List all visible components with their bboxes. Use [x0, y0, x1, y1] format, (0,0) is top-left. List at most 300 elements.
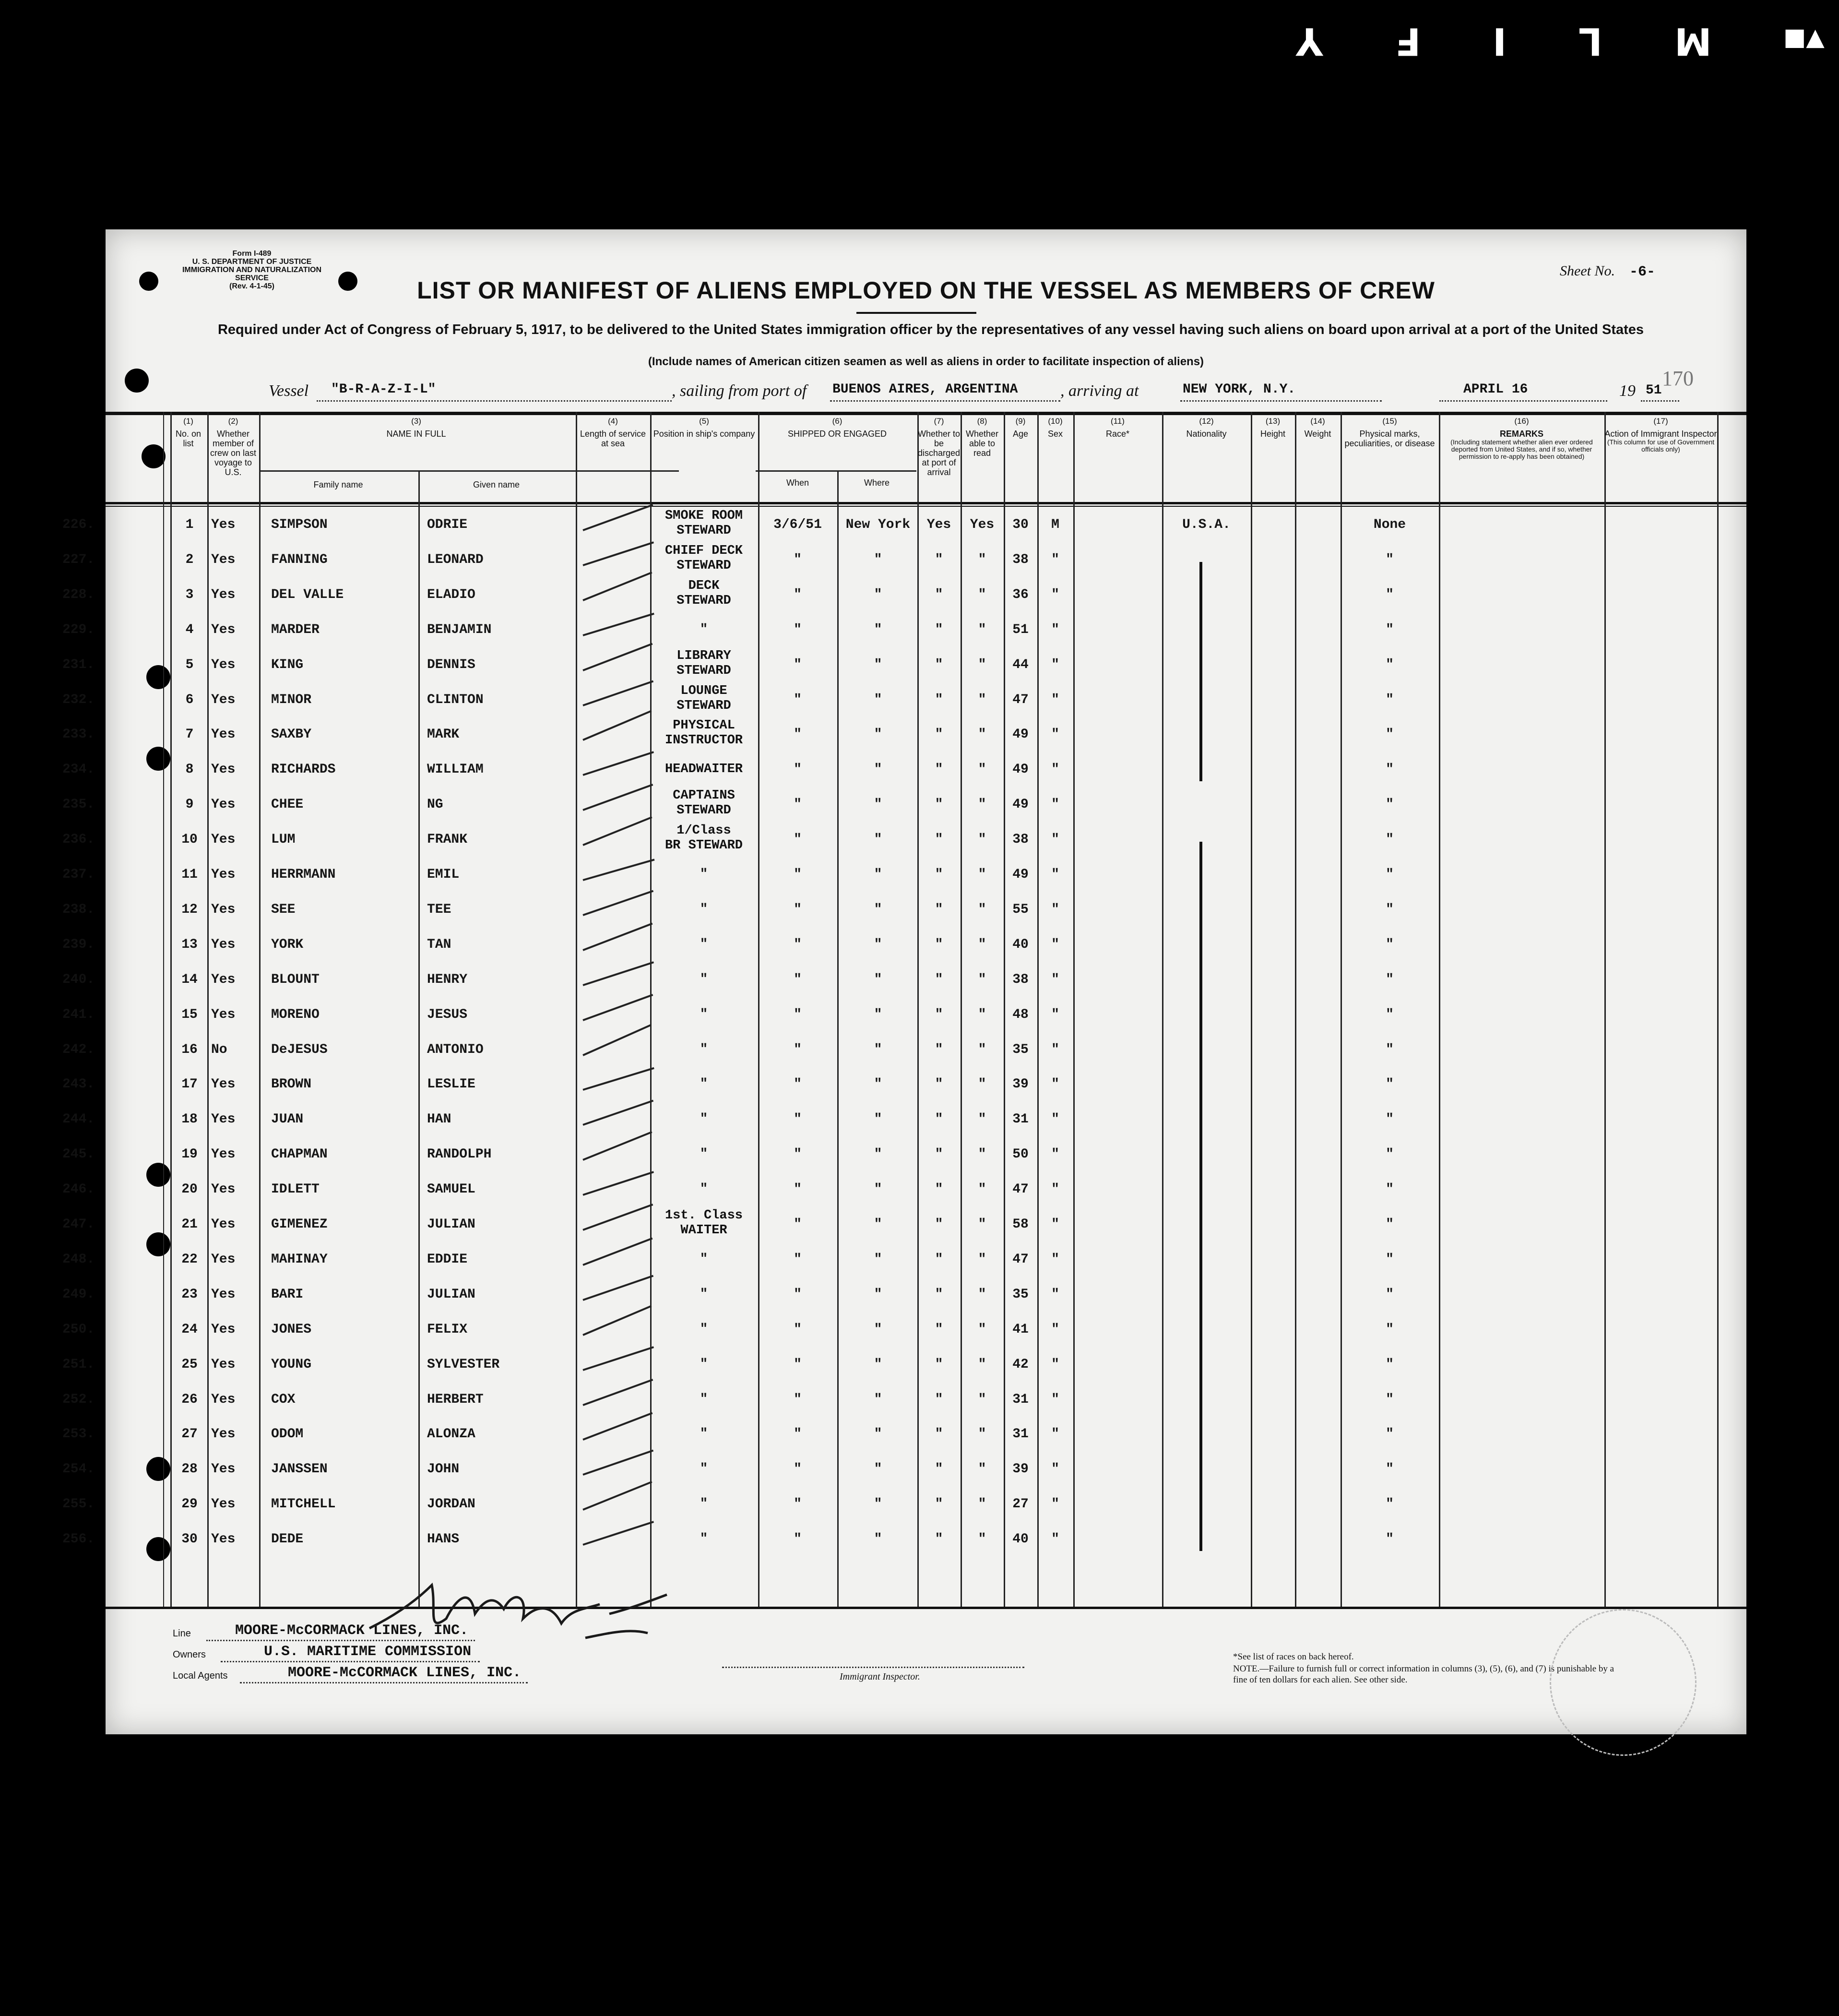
length-of-service-mark [582, 1412, 653, 1441]
col-header-16: (16) REMARKS (Including statement whether alien ever ordered deported from United States, and if so, whether permission to re-apply has been obtained) [1450, 417, 1593, 460]
row-given-name: BENJAMIN [427, 622, 492, 637]
row-margin-number: 241. [62, 1007, 95, 1022]
row-previous-voyage: Yes [211, 1112, 236, 1127]
row-age: 30 [1012, 517, 1029, 532]
row-position: HEADWAITER [664, 762, 743, 777]
row-discharged: " [935, 1322, 943, 1337]
row-shipped-when: " [794, 867, 802, 882]
row-position: " [700, 972, 708, 987]
row-sex: " [1051, 1532, 1059, 1547]
row-shipped-where: " [874, 587, 882, 602]
row-margin-number: 239. [62, 937, 95, 952]
line-value: MOORE-McCORMACK LINES, INC. [235, 1622, 469, 1639]
arrival-port: NEW YORK, N.Y. [1183, 382, 1296, 397]
row-position: " [700, 1532, 708, 1547]
vessel-name: "B-R-A-Z-I-L" [331, 382, 436, 397]
row-previous-voyage: Yes [211, 587, 236, 602]
row-family-name: JUAN [271, 1112, 304, 1127]
row-position: LOUNGE STEWARD [676, 683, 731, 713]
col-header-15: (15) Physical marks, peculiarities, or disease [1344, 417, 1435, 448]
row-position: " [700, 1182, 708, 1197]
row-physical-marks: " [1386, 552, 1394, 567]
length-of-service-mark [582, 541, 654, 566]
row-list-number: 3 [185, 587, 194, 602]
row-discharged: " [935, 1077, 943, 1092]
length-of-service-mark [582, 1305, 652, 1336]
col-header-17: (17) Action of Immigrant Inspector (This column for use of Government officials only) [1604, 417, 1717, 453]
row-given-name: LESLIE [427, 1077, 475, 1092]
row-age: 49 [1012, 727, 1029, 742]
filmstrip-letter: M [1674, 19, 1712, 62]
row-family-name: YOUNG [271, 1357, 312, 1372]
row-margin-number: 237. [62, 867, 95, 882]
col-header-5: (5) Position in ship's company [653, 417, 755, 439]
col-header-12: (12) Nationality [1186, 417, 1227, 439]
row-family-name: MORENO [271, 1007, 320, 1022]
row-shipped-where: " [874, 552, 882, 567]
row-shipped-where: " [874, 1322, 882, 1337]
row-shipped-where: " [874, 1497, 882, 1512]
column-rule [1251, 412, 1252, 1607]
row-shipped-where: " [874, 1532, 882, 1547]
row-family-name: CHAPMAN [271, 1147, 328, 1162]
row-able-to-read: " [978, 1392, 986, 1407]
row-age: 44 [1012, 657, 1029, 672]
row-list-number: 11 [181, 867, 198, 882]
row-discharged: " [935, 972, 943, 987]
row-margin-number: 255. [62, 1497, 95, 1512]
row-discharged: " [935, 657, 943, 672]
row-discharged: " [935, 1252, 943, 1267]
row-list-number: 12 [181, 902, 198, 917]
row-list-number: 16 [181, 1042, 198, 1057]
column-rule [418, 470, 420, 1607]
row-previous-voyage: Yes [211, 622, 236, 637]
row-discharged: " [935, 1427, 943, 1442]
row-given-name: ELADIO [427, 587, 475, 602]
row-shipped-when: " [794, 1077, 802, 1092]
row-previous-voyage: Yes [211, 727, 236, 742]
row-physical-marks: " [1386, 657, 1394, 672]
row-position: PHYSICAL INSTRUCTOR [664, 718, 743, 748]
row-position: 1st. Class WAITER [664, 1208, 743, 1238]
agents-label: Local Agents [173, 1670, 228, 1681]
row-sex: " [1051, 1497, 1059, 1512]
length-of-service-mark [582, 710, 652, 741]
row-sex: " [1051, 1182, 1059, 1197]
row-list-number: 6 [185, 692, 194, 707]
row-family-name: DEL VALLE [271, 587, 344, 602]
row-physical-marks: None [1373, 517, 1406, 532]
sailing-label: , sailing from port of [672, 382, 807, 400]
row-family-name: DeJESUS [271, 1042, 328, 1057]
row-given-name: WILLIAM [427, 762, 484, 777]
row-shipped-where: " [874, 622, 882, 637]
row-able-to-read: Yes [970, 517, 995, 532]
row-discharged: " [935, 552, 943, 567]
column-rule [259, 412, 261, 1607]
row-given-name: RANDOLPH [427, 1147, 492, 1162]
row-shipped-where: " [874, 727, 882, 742]
row-shipped-when: " [794, 552, 802, 567]
row-given-name: EMIL [427, 867, 460, 882]
row-physical-marks: " [1386, 587, 1394, 602]
filmstrip-mark-icon: ▼■ [1783, 27, 1825, 55]
row-given-name: SYLVESTER [427, 1357, 500, 1372]
length-of-service-mark [582, 816, 652, 846]
row-able-to-read: " [978, 1077, 986, 1092]
row-family-name: KING [271, 657, 304, 672]
row-sex: " [1051, 867, 1059, 882]
row-shipped-when: " [794, 1392, 802, 1407]
row-discharged: " [935, 1357, 943, 1372]
row-previous-voyage: No [211, 1042, 227, 1057]
row-discharged: " [935, 1497, 943, 1512]
row-previous-voyage: Yes [211, 762, 236, 777]
length-of-service-mark [582, 1067, 654, 1091]
row-margin-number: 228. [62, 587, 95, 602]
col-header-13: (13) Height [1260, 417, 1286, 439]
row-able-to-read: " [978, 1007, 986, 1022]
row-family-name: YORK [271, 937, 304, 952]
row-family-name: IDLETT [271, 1182, 320, 1197]
row-age: 48 [1012, 1007, 1029, 1022]
row-list-number: 22 [181, 1252, 198, 1267]
row-able-to-read: " [978, 867, 986, 882]
col-header-2: (2) Whether member of crew on last voyage to U.S. [210, 417, 257, 477]
row-list-number: 2 [185, 552, 194, 567]
row-position: " [700, 1147, 708, 1162]
row-physical-marks: " [1386, 1252, 1394, 1267]
row-age: 49 [1012, 762, 1029, 777]
col-header-family: Family name [313, 480, 363, 489]
row-given-name: NG [427, 797, 443, 812]
signature [360, 1556, 744, 1662]
row-age: 31 [1012, 1392, 1029, 1407]
row-sex: " [1051, 622, 1059, 637]
row-position: LIBRARY STEWARD [676, 648, 731, 678]
owners-label: Owners [173, 1649, 206, 1660]
department: U. S. DEPARTMENT OF JUSTICE [192, 258, 312, 266]
row-sex: " [1051, 1462, 1059, 1477]
row-margin-number: 248. [62, 1252, 95, 1267]
col-header-6: (6) SHIPPED OR ENGAGED [787, 417, 887, 439]
service: IMMIGRATION AND NATURALIZATION SERVICE [182, 266, 322, 282]
row-position: " [700, 1007, 708, 1022]
row-margin-number: 247. [62, 1217, 95, 1232]
nationality-ditto-bar [1199, 842, 1202, 1166]
row-shipped-where: " [874, 1077, 882, 1092]
row-shipped-when: " [794, 1322, 802, 1337]
row-sex: " [1051, 587, 1059, 602]
row-discharged: " [935, 1217, 943, 1232]
row-discharged: " [935, 1462, 943, 1477]
row-physical-marks: " [1386, 1112, 1394, 1127]
row-family-name: MAHINAY [271, 1252, 328, 1267]
row-margin-number: 226. [62, 517, 95, 532]
row-able-to-read: " [978, 1217, 986, 1232]
row-position: " [700, 1392, 708, 1407]
stamp [1550, 1609, 1697, 1756]
row-discharged: " [935, 1182, 943, 1197]
col-header-7: (7) Whether to be discharged at port of arrival [917, 417, 961, 477]
row-shipped-where: " [874, 692, 882, 707]
row-margin-number: 238. [62, 902, 95, 917]
row-list-number: 26 [181, 1392, 198, 1407]
owners-value: U.S. MARITIME COMMISSION [264, 1644, 472, 1660]
row-age: 49 [1012, 797, 1029, 812]
row-sex: " [1051, 1007, 1059, 1022]
row-physical-marks: " [1386, 1462, 1394, 1477]
row-previous-voyage: Yes [211, 902, 236, 917]
row-position: " [700, 1322, 708, 1336]
row-shipped-where: " [874, 762, 882, 777]
row-previous-voyage: Yes [211, 1462, 236, 1477]
col-header-3: (3) NAME IN FULL [386, 417, 446, 439]
row-sex: " [1051, 552, 1059, 567]
filmstrip-letter: L [1578, 19, 1602, 62]
row-shipped-when: " [794, 1182, 802, 1197]
row-physical-marks: " [1386, 1007, 1394, 1022]
row-margin-number: 229. [62, 622, 95, 637]
row-shipped-where: " [874, 1217, 882, 1232]
row-able-to-read: " [978, 1322, 986, 1337]
length-of-service-mark [582, 1100, 653, 1126]
row-physical-marks: " [1386, 1147, 1394, 1162]
row-discharged: " [935, 762, 943, 777]
row-shipped-when: " [794, 657, 802, 672]
row-sex: " [1051, 762, 1059, 777]
length-of-service-mark [582, 859, 654, 881]
row-shipped-where: " [874, 1007, 882, 1022]
row-list-number: 28 [181, 1462, 198, 1477]
row-previous-voyage: Yes [211, 867, 236, 882]
row-margin-number: 250. [62, 1322, 95, 1337]
column-rule [1295, 412, 1296, 1607]
row-position: " [700, 937, 708, 952]
row-sex: " [1051, 1322, 1059, 1337]
form-number: Form I-489 [232, 250, 272, 258]
row-position: " [700, 1112, 708, 1127]
row-sex: " [1051, 1252, 1059, 1267]
year-suffix: 51 [1646, 383, 1662, 398]
row-list-number: 9 [185, 797, 194, 812]
row-shipped-where: New York [845, 517, 911, 532]
filmstrip-labels [1296, 14, 1825, 67]
row-shipped-where: " [874, 1112, 882, 1127]
row-family-name: JANSSEN [271, 1462, 328, 1477]
row-previous-voyage: Yes [211, 832, 236, 847]
col-header-1: (1) No. on list [175, 417, 202, 448]
row-age: 47 [1012, 1182, 1029, 1197]
row-age: 35 [1012, 1042, 1029, 1057]
row-given-name: ALONZA [427, 1427, 475, 1442]
row-able-to-read: " [978, 902, 986, 917]
row-shipped-when: " [794, 1112, 802, 1127]
row-list-number: 19 [181, 1147, 198, 1162]
row-family-name: MITCHELL [271, 1497, 336, 1512]
length-of-service-mark [582, 1131, 652, 1161]
row-previous-voyage: Yes [211, 552, 236, 567]
length-of-service-mark [582, 572, 652, 601]
row-family-name: RICHARDS [271, 762, 336, 777]
column-rule [576, 412, 577, 1607]
sheet-value: -6- [1629, 264, 1655, 280]
col-header-10: (10) Sex [1047, 417, 1063, 439]
col-header-14: (14) Weight [1304, 417, 1331, 439]
row-shipped-when: " [794, 1042, 802, 1057]
row-list-number: 25 [181, 1357, 198, 1372]
punch-hole [125, 369, 149, 393]
row-given-name: JESUS [427, 1007, 468, 1022]
row-discharged: Yes [926, 517, 951, 532]
row-able-to-read: " [978, 692, 986, 707]
row-list-number: 24 [181, 1322, 198, 1337]
row-list-number: 4 [185, 622, 194, 637]
row-given-name: LEONARD [427, 552, 484, 567]
row-position: " [700, 867, 708, 882]
row-family-name: MARDER [271, 622, 320, 637]
column-rule [1439, 412, 1440, 1607]
row-given-name: JORDAN [427, 1497, 475, 1512]
row-given-name: SAMUEL [427, 1182, 475, 1197]
column-rule [1162, 412, 1163, 1607]
length-of-service-mark [582, 1379, 653, 1406]
row-shipped-when: " [794, 587, 802, 602]
row-sex: " [1051, 1147, 1059, 1162]
row-position: " [700, 1427, 708, 1442]
row-able-to-read: " [978, 1182, 986, 1197]
row-age: 49 [1012, 867, 1029, 882]
row-physical-marks: " [1386, 1042, 1394, 1057]
row-able-to-read: " [978, 1357, 986, 1372]
length-of-service-mark [582, 504, 653, 531]
row-shipped-where: " [874, 972, 882, 987]
row-able-to-read: " [978, 1532, 986, 1547]
departure-port: BUENOS AIRES, ARGENTINA [832, 382, 1018, 397]
row-margin-number: 227. [62, 552, 95, 567]
row-able-to-read: " [978, 587, 986, 602]
row-family-name: CHEE [271, 797, 304, 812]
row-shipped-when: " [794, 1427, 802, 1442]
row-given-name: FRANK [427, 832, 468, 847]
row-sex: " [1051, 1112, 1059, 1127]
row-able-to-read: " [978, 1497, 986, 1512]
row-discharged: " [935, 692, 943, 707]
row-physical-marks: " [1386, 972, 1394, 987]
length-of-service-mark [582, 784, 653, 811]
row-able-to-read: " [978, 622, 986, 637]
row-shipped-where: " [874, 1392, 882, 1407]
row-position: 1/Class BR STEWARD [664, 823, 743, 853]
length-of-service-mark [582, 994, 653, 1021]
row-sex: " [1051, 972, 1059, 987]
row-position: " [700, 1497, 708, 1512]
row-discharged: " [935, 902, 943, 917]
row-sex: " [1051, 832, 1059, 847]
row-list-number: 17 [181, 1077, 198, 1092]
row-family-name: LUM [271, 832, 296, 847]
row-family-name: BARI [271, 1287, 304, 1302]
row-shipped-where: " [874, 1147, 882, 1162]
row-shipped-where: " [874, 1357, 882, 1372]
row-able-to-read: " [978, 1462, 986, 1477]
row-family-name: FANNING [271, 552, 328, 567]
row-previous-voyage: Yes [211, 1392, 236, 1407]
row-shipped-where: " [874, 797, 882, 812]
row-previous-voyage: Yes [211, 797, 236, 812]
row-age: 55 [1012, 902, 1029, 917]
row-previous-voyage: Yes [211, 1357, 236, 1372]
row-position: " [700, 1462, 708, 1477]
row-shipped-where: " [874, 1252, 882, 1267]
row-margin-number: 243. [62, 1077, 95, 1092]
row-shipped-when: " [794, 797, 802, 812]
crew-table [62, 412, 1746, 1609]
row-margin-number: 253. [62, 1427, 95, 1442]
row-family-name: DEDE [271, 1532, 304, 1547]
nationality-ditto-bar [1199, 562, 1202, 781]
row-margin-number: 242. [62, 1042, 95, 1057]
row-given-name: JULIAN [427, 1217, 475, 1232]
agents-value: MOORE-McCORMACK LINES, INC. [288, 1665, 522, 1681]
row-given-name: CLINTON [427, 692, 484, 707]
col-header-9: (9) Age [1012, 417, 1029, 439]
row-physical-marks: " [1386, 797, 1394, 812]
length-of-service-mark [582, 612, 654, 636]
length-of-service-mark [582, 890, 653, 916]
row-able-to-read: " [978, 972, 986, 987]
row-sex: " [1051, 1357, 1059, 1372]
row-margin-number: 245. [62, 1147, 95, 1162]
row-shipped-when: " [794, 727, 802, 742]
row-shipped-when: " [794, 1497, 802, 1512]
row-discharged: " [935, 622, 943, 637]
row-discharged: " [935, 1532, 943, 1547]
row-shipped-where: " [874, 867, 882, 882]
row-sex: " [1051, 1427, 1059, 1442]
row-given-name: EDDIE [427, 1252, 468, 1267]
row-physical-marks: " [1386, 1077, 1394, 1092]
row-previous-voyage: Yes [211, 1182, 236, 1197]
row-list-number: 13 [181, 937, 198, 952]
length-of-service-mark [582, 961, 654, 986]
column-rule [1717, 412, 1719, 1607]
length-of-service-mark [582, 643, 653, 671]
row-list-number: 15 [181, 1007, 198, 1022]
row-margin-number: 252. [62, 1392, 95, 1407]
row-list-number: 20 [181, 1182, 198, 1197]
row-previous-voyage: Yes [211, 1147, 236, 1162]
row-discharged: " [935, 832, 943, 847]
row-family-name: MINOR [271, 692, 312, 707]
row-given-name: FELIX [427, 1322, 468, 1337]
row-discharged: " [935, 937, 943, 952]
row-previous-voyage: Yes [211, 657, 236, 672]
row-position: CAPTAINS STEWARD [673, 788, 735, 818]
row-shipped-when: " [794, 1217, 802, 1232]
page-title: LIST OR MANIFEST OF ALIENS EMPLOYED ON THE VESSEL AS MEMBERS OF CREW [417, 277, 1435, 304]
row-given-name: ANTONIO [427, 1042, 484, 1057]
row-family-name: COX [271, 1392, 296, 1407]
col-header-where: Where [864, 478, 890, 488]
row-margin-number: 234. [62, 762, 95, 777]
row-given-name: HERBERT [427, 1392, 484, 1407]
row-physical-marks: " [1386, 1287, 1394, 1302]
length-of-service-mark [582, 1450, 653, 1476]
row-shipped-where: " [874, 1287, 882, 1302]
row-position: " [700, 1077, 708, 1092]
